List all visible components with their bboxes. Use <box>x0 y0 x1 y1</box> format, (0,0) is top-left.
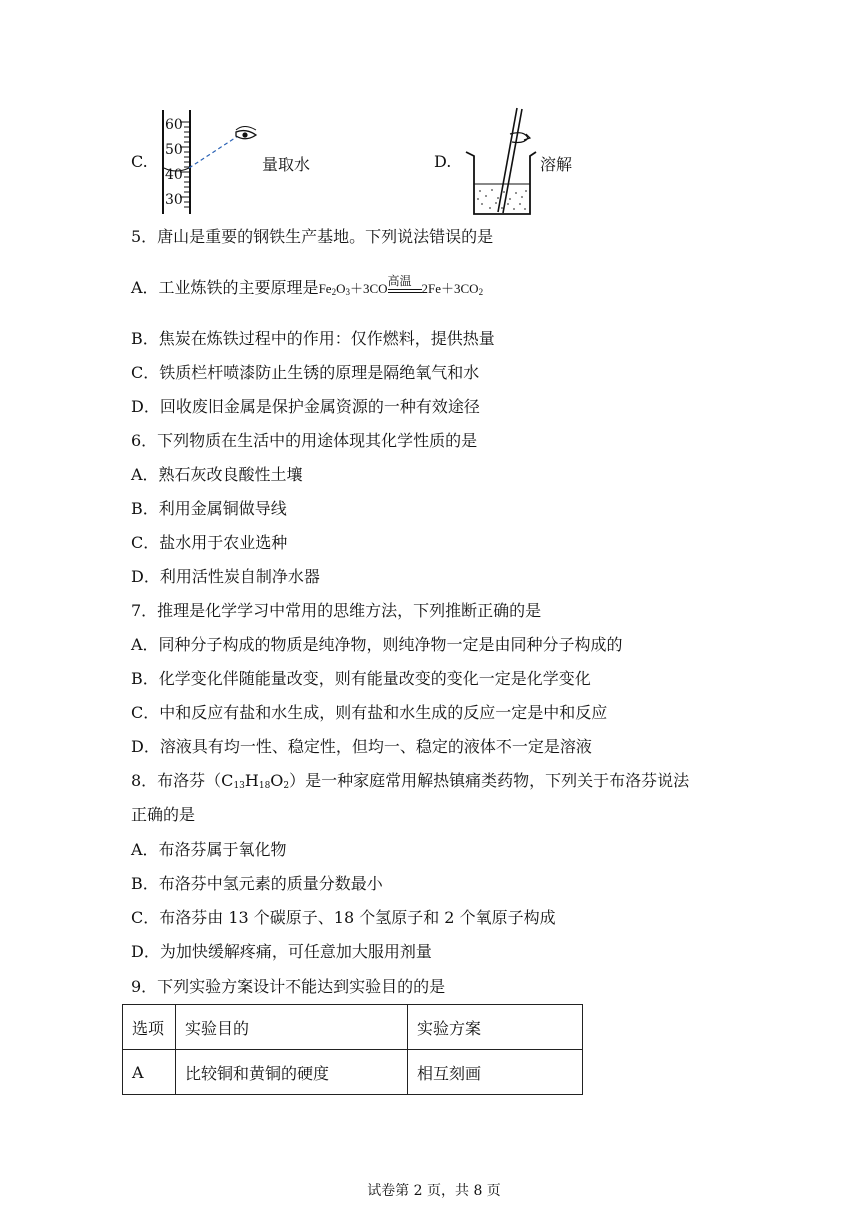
q5-option-c: C．铁质栏杆喷漆防止生锈的原理是隔绝氧气和水 <box>131 363 480 382</box>
table-row <box>123 1050 583 1095</box>
q8-option-b: B．布洛芬中氢元素的质量分数最小 <box>131 874 383 893</box>
eq-co: ＋3CO <box>349 281 388 296</box>
q7-option-d: D．溶液具有均一性、稳定性，但均一、稳定的液体不一定是溶液 <box>131 737 592 756</box>
eq-o: O <box>336 281 346 296</box>
page-footer: 试卷第 2 页，共 8 页 <box>367 1183 501 1199</box>
table-header: 选项 <box>123 1005 176 1050</box>
q5-option-b: B．焦炭在炼铁过程中的作用：仅作燃料，提供热量 <box>131 329 495 348</box>
table-header-row <box>123 1005 583 1050</box>
tick-label: 60 <box>165 117 183 133</box>
eq-products: 2Fe＋3CO <box>421 281 479 296</box>
q6-option-c: C．盐水用于农业选种 <box>131 533 288 552</box>
eq-sub: 3 <box>345 287 350 297</box>
q8-stem-line2: 正确的是 <box>131 805 196 824</box>
q8-stem-prefix: 8．布洛芬（C <box>131 771 234 790</box>
q7-option-a: A．同种分子构成的物质是纯净物，则纯净物一定是由同种分子构成的 <box>131 635 623 654</box>
table-header: 实验方案 <box>408 1005 583 1050</box>
option-c-letter: C. <box>131 152 148 171</box>
formula-sub: 2 <box>283 781 290 791</box>
reaction-arrow <box>387 274 422 297</box>
q7-option-b: B．化学变化伴随能量改变，则有能量改变的变化一定是化学变化 <box>131 669 591 688</box>
tick-label: 30 <box>165 192 183 208</box>
option-c-label: 量取水 <box>262 155 311 174</box>
q8-option-d: D．为加快缓解疼痛，可任意加大服用剂量 <box>131 942 432 961</box>
q5-stem: 5．唐山是重要的钢铁生产基地。下列说法错误的是 <box>131 227 494 246</box>
equation <box>318 274 484 297</box>
q7-stem: 7．推理是化学学习中常用的思维方法，下列推断正确的是 <box>131 601 542 620</box>
eq-fe: Fe <box>318 281 332 296</box>
option-d-label: 溶解 <box>540 155 573 174</box>
reaction-condition: 高温 <box>387 274 412 289</box>
q8-option-c: C．布洛芬由 13 个碳原子、18 个氢原子和 2 个氧原子构成 <box>131 908 556 927</box>
formula-sub: 18 <box>258 781 271 791</box>
q8-option-a: A．布洛芬属于氧化物 <box>131 840 287 859</box>
table-cell: A <box>123 1050 176 1095</box>
option-d-letter: D. <box>434 152 452 171</box>
q6-option-b: B．利用金属铜做导线 <box>131 499 287 518</box>
formula-o: O <box>270 771 284 790</box>
formula-h: H <box>244 771 259 790</box>
beaker-stirring-icon <box>462 104 542 218</box>
q6-stem: 6．下列物质在生活中的用途体现其化学性质的是 <box>131 431 478 450</box>
q6-option-d: D．利用活性炭自制净水器 <box>131 567 320 586</box>
tick-label: 50 <box>165 142 183 158</box>
formula-sub: 13 <box>233 781 245 791</box>
table-cell: 比较铜和黄铜的硬度 <box>176 1050 408 1095</box>
q8-stem <box>131 771 689 791</box>
q6-option-a: A．熟石灰改良酸性土壤 <box>131 465 303 484</box>
experiment-table <box>122 1004 583 1095</box>
q5-option-a-prefix: A．工业炼铁的主要原理是 <box>131 278 319 297</box>
eq-sub: 2 <box>331 287 337 297</box>
table-header: 实验目的 <box>176 1005 408 1050</box>
q5-option-d: D．回收废旧金属是保护金属资源的一种有效途径 <box>131 397 480 416</box>
q9-stem: 9．下列实验方案设计不能达到实验目的的是 <box>131 977 446 996</box>
table-cell: 相互刻画 <box>408 1050 583 1095</box>
tick-label: 40 <box>165 167 183 183</box>
q7-option-c: C．中和反应有盐和水生成，则有盐和水生成的反应一定是中和反应 <box>131 703 608 722</box>
q8-stem-suffix: ）是一种家庭常用解热镇痛类药物，下列关于布洛芬说法 <box>289 771 690 790</box>
eq-sub: 2 <box>478 287 484 297</box>
q5-option-a <box>131 274 484 299</box>
